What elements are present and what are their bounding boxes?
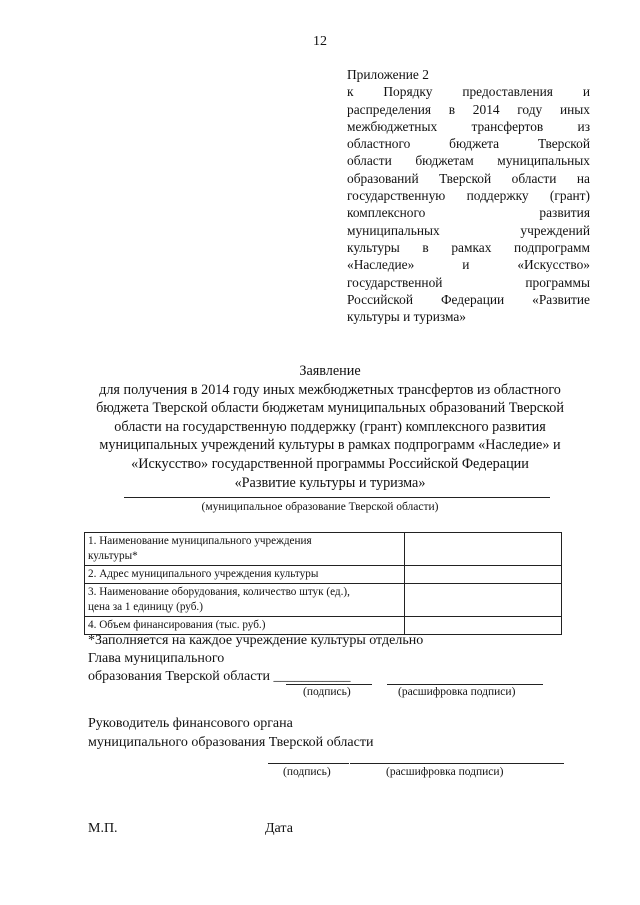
- appendix-word: Российской: [347, 291, 413, 307]
- appendix-word: поддержку: [466, 188, 529, 204]
- appendix-word: области: [511, 170, 557, 186]
- finance-title-line-1: Руководитель финансового органа: [88, 716, 293, 731]
- appendix-word: рамках: [451, 239, 492, 255]
- appendix-line: [347, 222, 590, 239]
- appendix-last-line: культуры и туризма»: [347, 309, 466, 325]
- appendix-word: учреждений: [520, 222, 590, 238]
- appendix-word: в: [448, 101, 456, 117]
- appendix-line: [347, 170, 590, 187]
- footnote: *Заполняется на каждое учреждение культуры отдельно: [88, 633, 424, 648]
- heading-line: «Искусство» государственной программы Российской Федерации: [131, 455, 529, 472]
- appendix-word: муниципальных: [347, 222, 440, 238]
- appendix-line: [347, 187, 590, 204]
- appendix-word: «Развитие: [532, 291, 590, 307]
- head-title-line-2: образования Тверской области ___________: [88, 669, 351, 684]
- appendix-word: Тверской: [537, 136, 590, 152]
- municipality-fill-line[interactable]: [124, 497, 550, 498]
- table-row: [85, 617, 562, 635]
- finance-decoding-line[interactable]: [350, 763, 564, 764]
- document-title: Заявление: [299, 363, 361, 379]
- appendix-word: распределения: [347, 101, 432, 117]
- table-row: [85, 566, 562, 584]
- appendix-line: [347, 101, 590, 118]
- appendix-word: году: [517, 101, 543, 117]
- appendix-word: Порядку: [383, 84, 433, 100]
- table-row: [85, 533, 562, 566]
- appendix-word: образований: [347, 170, 419, 186]
- institution-name-field[interactable]: [405, 533, 562, 566]
- head-signature-line[interactable]: [286, 684, 372, 685]
- finance-decoding-caption: (расшифровка подписи): [386, 766, 504, 778]
- appendix-word: иных: [559, 101, 590, 117]
- page-number: 12: [313, 34, 327, 49]
- appendix-word: (грант): [549, 188, 590, 204]
- appendix-word: культуры: [347, 239, 400, 255]
- appendix-line: [347, 291, 590, 308]
- appendix-word: областного: [347, 136, 411, 152]
- appendix-word: на: [576, 170, 590, 186]
- funding-field[interactable]: [405, 617, 562, 635]
- appendix-word: «Наследие»: [347, 257, 415, 273]
- appendix-title: Приложение 2: [347, 67, 429, 82]
- appendix-word: комплексного: [347, 205, 426, 221]
- heading-line: бюджета Тверской области бюджетам муниципальных образований Тверской: [96, 400, 564, 417]
- appendix-line: [347, 204, 590, 221]
- heading-line: области на государственную поддержку (грант) комплексного развития: [114, 418, 546, 435]
- head-decoding-line[interactable]: [387, 684, 543, 685]
- appendix-word: бюджета: [449, 136, 500, 152]
- appendix-word: предоставления: [462, 84, 553, 100]
- appendix-word: к: [347, 84, 354, 100]
- date-label: Дата: [265, 821, 293, 836]
- appendix-word: и: [582, 84, 590, 100]
- heading-line: муниципальных учреждений культуры в рамках подпрограмм «Наследие» и: [99, 437, 561, 454]
- heading-line: для получения в 2014 году иных межбюджетных трансфертов из областного: [99, 381, 561, 398]
- head-title-line-1: Глава муниципального: [88, 651, 225, 666]
- row-label-equipment: 3. Наименование оборудования, количество штук (ед.), цена за 1 единицу (руб.): [85, 584, 405, 617]
- appendix-line: [347, 118, 590, 135]
- row-label-address: 2. Адрес муниципального учреждения культуры: [85, 566, 405, 584]
- table-row: [85, 584, 562, 617]
- appendix-word: государственную: [347, 188, 446, 204]
- head-decoding-caption: (расшифровка подписи): [398, 686, 516, 698]
- municipality-caption: (муниципальное образование Тверской области): [201, 501, 439, 513]
- equipment-field[interactable]: [405, 584, 562, 617]
- address-field[interactable]: [405, 566, 562, 584]
- appendix-word: межбюджетных: [347, 118, 438, 134]
- stamp-place-label: М.П.: [88, 821, 118, 836]
- appendix-line: [347, 256, 590, 273]
- appendix-word: трансфертов: [471, 118, 544, 134]
- appendix-line: [347, 152, 590, 169]
- application-heading: [60, 362, 600, 492]
- application-table: [84, 532, 562, 635]
- appendix-word: муниципальных: [497, 153, 590, 169]
- appendix-line: [347, 239, 590, 256]
- appendix-word: подпрограмм: [514, 239, 590, 255]
- appendix-word: развития: [539, 205, 590, 221]
- appendix-line: [347, 83, 590, 100]
- appendix-word: в: [422, 239, 429, 255]
- appendix-word: «Искусство»: [517, 257, 590, 273]
- heading-line: «Развитие культуры и туризма»: [234, 474, 426, 491]
- finance-signature-caption: (подпись): [283, 766, 331, 778]
- appendix-word: из: [577, 118, 590, 134]
- appendix-line: [347, 135, 590, 152]
- row-label-funding: 4. Объем финансирования (тыс. руб.): [85, 617, 405, 635]
- row-label-institution: 1. Наименование муниципального учреждения культуры*: [85, 533, 405, 566]
- appendix-word: бюджетам: [415, 153, 474, 169]
- appendix-block: [347, 66, 590, 325]
- appendix-word: 2014: [472, 101, 500, 117]
- finance-signature-line[interactable]: [268, 763, 349, 764]
- appendix-word: области: [347, 153, 392, 169]
- head-signature-caption: (подпись): [303, 686, 351, 698]
- appendix-word: государственной: [347, 274, 443, 290]
- appendix-word: Федерации: [440, 291, 505, 307]
- appendix-word: Тверской: [439, 170, 492, 186]
- finance-title-line-2: муниципального образования Тверской области: [88, 735, 374, 750]
- appendix-line: [347, 274, 590, 291]
- appendix-word: и: [462, 257, 470, 273]
- appendix-word: программы: [525, 274, 590, 290]
